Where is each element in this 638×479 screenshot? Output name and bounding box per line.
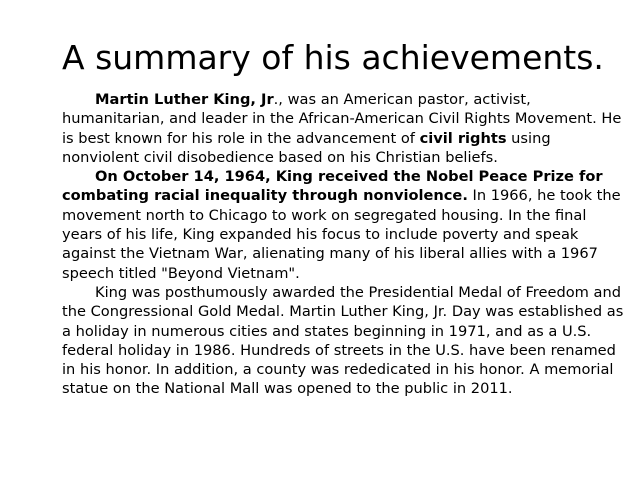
paragraph-3 [62,283,628,399]
paragraph-2-text: In 1966, he took the movement north to Chicago to work on segregated housing. In the final years of his life, King expanded his focus to include poverty and speak against the Vietnam War, alienating many of his liberal allies with a 1967 speech titled "Beyond Vietnam". [62,187,621,282]
nobel-prize-bold: On October 14, 1964, King received the Nobel Peace Prize for combating racial inequality through nonviolence. [62,168,603,205]
slide-title: A summary of his achievements. [62,38,604,77]
paragraph-1-text-a: ., was an American pastor, activist, humanitarian, and leader in the African-American Civil Rights Movement. He is best known for his role in the advancement of [62,91,622,147]
civil-rights-bold: civil rights [419,129,507,147]
name-bold: Martin Luther King, Jr [95,91,274,108]
paragraph-1 [62,90,628,167]
paragraph-3-text: King was posthumously awarded the Presidential Medal of Freedom and the Congressional Gold Medal. Martin Luther King, Jr. Day was established as a holiday in numerous cities and states beginning in 1971, and as a U.S. federal holiday in 1986. Hundreds of streets in the U.S. have been renamed in his honor. In addition, a county was rededicated in his honor. A memorial statue on the National Mall was opened to the public in 2011. [62,283,624,398]
paragraph-2 [62,167,628,283]
slide-body [62,90,628,399]
paragraph-1-text-b: using nonviolent civil disobedience based on his Christian beliefs. [62,129,551,166]
